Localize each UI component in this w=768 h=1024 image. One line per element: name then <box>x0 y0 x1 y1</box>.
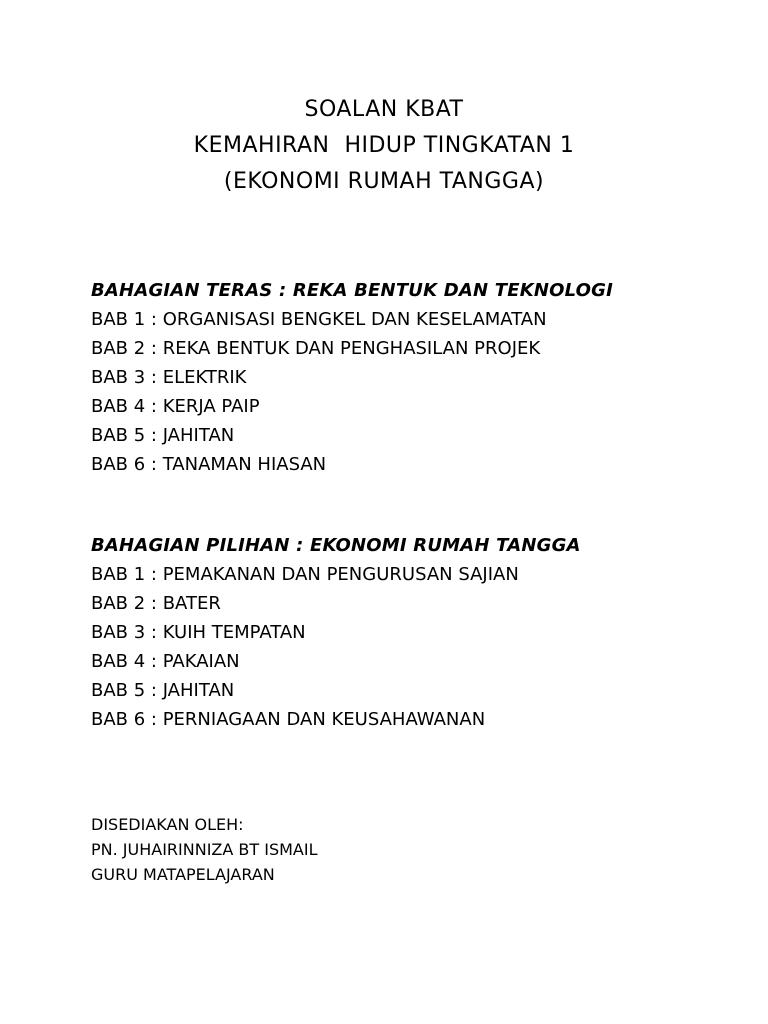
elective-chapter-6: BAB 6 : PERNIAGAAN DAN KEUSAHAWANAN <box>91 709 486 730</box>
core-chapter-list <box>91 305 711 479</box>
core-chapter-5: BAB 5 : JAHITAN <box>91 425 235 446</box>
elective-section <box>91 531 711 734</box>
document-subject: (EKONOMI RUMAH TANGGA) <box>223 169 545 194</box>
core-chapter-2: BAB 2 : REKA BENTUK DAN PENGHASILAN PROJEK <box>91 338 541 359</box>
elective-chapter-3: BAB 3 : KUIH TEMPATAN <box>91 622 306 643</box>
elective-section-heading: BAHAGIAN PILIHAN : EKONOMI RUMAH TANGGA <box>91 535 581 556</box>
elective-chapter-list <box>91 560 711 734</box>
core-chapter-3: BAB 3 : ELEKTRIK <box>91 367 247 388</box>
core-chapter-6: BAB 6 : TANAMAN HIASAN <box>91 454 327 475</box>
elective-chapter-5: BAB 5 : JAHITAN <box>91 680 235 701</box>
core-chapter-4: BAB 4 : KERJA PAIP <box>91 396 260 417</box>
elective-chapter-2: BAB 2 : BATER <box>91 593 221 614</box>
core-section <box>91 276 711 479</box>
core-section-heading: BAHAGIAN TERAS : REKA BENTUK DAN TEKNOLOGI <box>91 280 614 301</box>
prepared-by-label: DISEDIAKAN OLEH: <box>91 815 244 834</box>
document-subtitle: KEMAHIRAN HIDUP TINGKATAN 1 <box>193 133 575 158</box>
author-name: PN. JUHAIRINNIZA BT ISMAIL <box>91 840 318 859</box>
prepared-by-block <box>91 812 591 887</box>
author-role: GURU MATAPELAJARAN <box>91 865 275 884</box>
elective-chapter-4: BAB 4 : PAKAIAN <box>91 651 240 672</box>
elective-chapter-1: BAB 1 : PEMAKANAN DAN PENGURUSAN SAJIAN <box>91 564 519 585</box>
title-block <box>0 92 768 200</box>
core-chapter-1: BAB 1 : ORGANISASI BENGKEL DAN KESELAMATAN <box>91 309 547 330</box>
document-title: SOALAN KBAT <box>304 97 464 122</box>
